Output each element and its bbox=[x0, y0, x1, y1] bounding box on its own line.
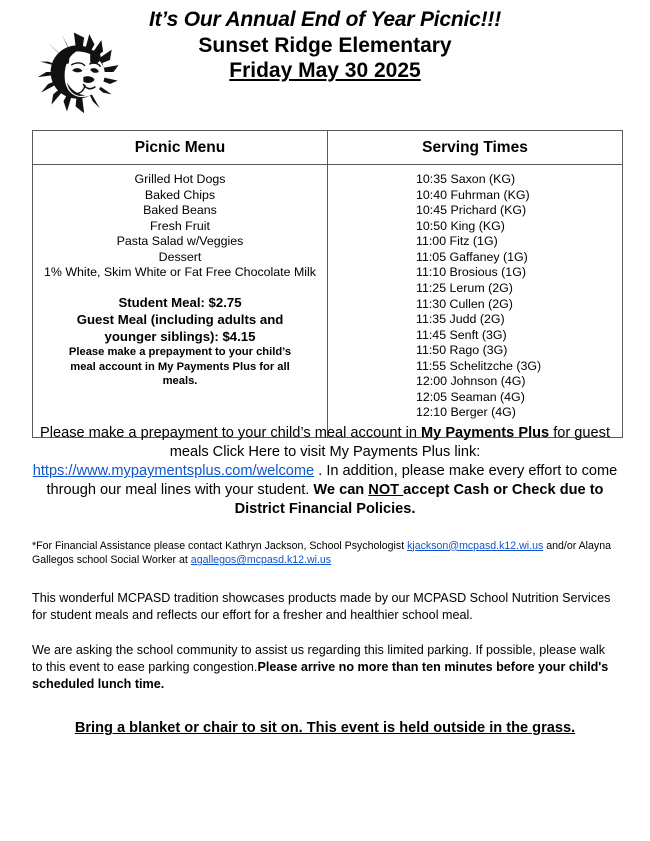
prepay-note: Please make a prepayment to your child’s meal account in My Payments Plus for all meals. bbox=[68, 346, 292, 387]
menu-item: Fresh Fruit bbox=[150, 218, 210, 233]
column-header-serving-times: Serving Times bbox=[328, 131, 623, 165]
menu-spacer bbox=[39, 281, 321, 294]
prepay-text-part-1: Please make a prepayment to your child’s meal account in bbox=[40, 425, 421, 441]
guest-meal-price-line-2: younger siblings): $4.15 bbox=[104, 329, 256, 345]
serving-time-item: 11:30 Cullen (2G) bbox=[416, 296, 513, 311]
kjackson-email-link[interactable]: kjackson@mcpasd.k12.wi.us bbox=[407, 539, 544, 552]
prepayment-paragraph bbox=[0, 424, 650, 520]
serving-time-item: 11:05 Gaffaney (1G) bbox=[416, 249, 528, 264]
parking-paragraph bbox=[0, 642, 650, 692]
no-cash-check-bold: accept Cash or Check due to District Financial Policies. bbox=[234, 482, 604, 518]
title-line-event: It’s Our Annual End of Year Picnic!!! bbox=[149, 8, 501, 31]
serving-time-item: 10:45 Prichard (KG) bbox=[416, 203, 527, 218]
serving-time-item: 11:35 Judd (2G) bbox=[416, 312, 505, 327]
document-header bbox=[0, 0, 650, 112]
guest-meal-price-line-1: Guest Meal (including adults and bbox=[76, 312, 284, 328]
menu-item: Baked Beans bbox=[143, 203, 217, 218]
picnic-menu-cell bbox=[33, 165, 328, 438]
serving-time-item: 10:35 Saxon (KG) bbox=[416, 172, 516, 186]
column-header-picnic-menu: Picnic Menu bbox=[33, 131, 328, 165]
serving-time-item: 10:50 King (KG) bbox=[416, 218, 505, 233]
menu-item: 1% White, Skim White or Fat Free Chocolate Milk bbox=[44, 265, 316, 280]
serving-time-item: 11:50 Rago (3G) bbox=[416, 343, 508, 358]
agallegos-email-link[interactable]: agallegos@mcpasd.k12.wi.us bbox=[190, 554, 332, 567]
menu-content bbox=[33, 165, 327, 404]
serving-times-list bbox=[328, 165, 622, 437]
we-can-bold: We can bbox=[313, 482, 369, 499]
menu-item: Dessert bbox=[158, 249, 202, 264]
lion-head-mascot-icon bbox=[36, 28, 122, 116]
tradition-paragraph: This wonderful MCPASD tradition showcases products made by our MCPASD School Nutrition Services for student meals and reflects our effort for a fresher and healthier school meal. bbox=[32, 590, 611, 622]
serving-time-item: 11:00 Fitz (1G) bbox=[416, 234, 498, 249]
serving-time-item: 11:45 Senft (3G) bbox=[416, 327, 507, 342]
serving-time-item: 11:55 Schelitzche (3G) bbox=[416, 358, 542, 373]
student-meal-price: Student Meal: $2.75 bbox=[118, 294, 242, 310]
serving-times-cell bbox=[328, 165, 623, 438]
serving-time-item: 10:40 Fuhrman (KG) bbox=[416, 187, 530, 202]
financial-text-part-2: and/or Alayna Gallegos school Social Worker at bbox=[32, 539, 611, 567]
picnic-info-table bbox=[32, 130, 623, 438]
not-underlined-bold: NOT bbox=[368, 482, 404, 499]
menu-item: Baked Chips bbox=[144, 187, 216, 202]
closing-statement: Bring a blanket or chair to sit on. This event is held outside in the grass. bbox=[74, 720, 576, 737]
my-payments-plus-bold: My Payments Plus bbox=[421, 425, 550, 441]
serving-time-item: 12:05 Seaman (4G) bbox=[416, 389, 525, 404]
serving-time-item: 11:25 Lerum (2G) bbox=[416, 280, 513, 295]
title-line-school: Sunset Ridge Elementary bbox=[198, 33, 452, 57]
prepay-text-part-3: . In addition, please make every effort to come through our meal lines with your student. bbox=[46, 463, 618, 499]
serving-time-item: 11:10 Brosious (1G) bbox=[416, 265, 526, 280]
financial-text-part-1: *For Financial Assistance please contact Kathryn Jackson, School Psychologist bbox=[32, 539, 408, 552]
parking-text-part-1: We are asking the school community to assist us regarding this limited parking. If possible, please walk to this event to ease parking congestion. bbox=[32, 643, 606, 674]
table-header-row bbox=[33, 131, 623, 165]
serving-time-item: 12:10 Berger (4G) bbox=[416, 405, 516, 420]
title-line-date: Friday May 30 2025 bbox=[229, 59, 421, 83]
financial-assistance-paragraph bbox=[0, 539, 650, 568]
table-body-row bbox=[33, 165, 623, 438]
document-body bbox=[0, 424, 650, 753]
my-payments-plus-link[interactable]: https://www.mypaymentsplus.com/welcome bbox=[32, 463, 315, 480]
arrival-time-bold: Please arrive no more than ten minutes before your child's scheduled lunch time. bbox=[32, 659, 609, 691]
menu-item: Pasta Salad w/Veggies bbox=[116, 234, 244, 249]
serving-time-item: 12:00 Johnson (4G) bbox=[416, 374, 526, 389]
prepay-text-part-2: for guest meals Click Here to visit My Payments Plus link: bbox=[169, 425, 610, 461]
menu-item: Grilled Hot Dogs bbox=[134, 172, 226, 186]
